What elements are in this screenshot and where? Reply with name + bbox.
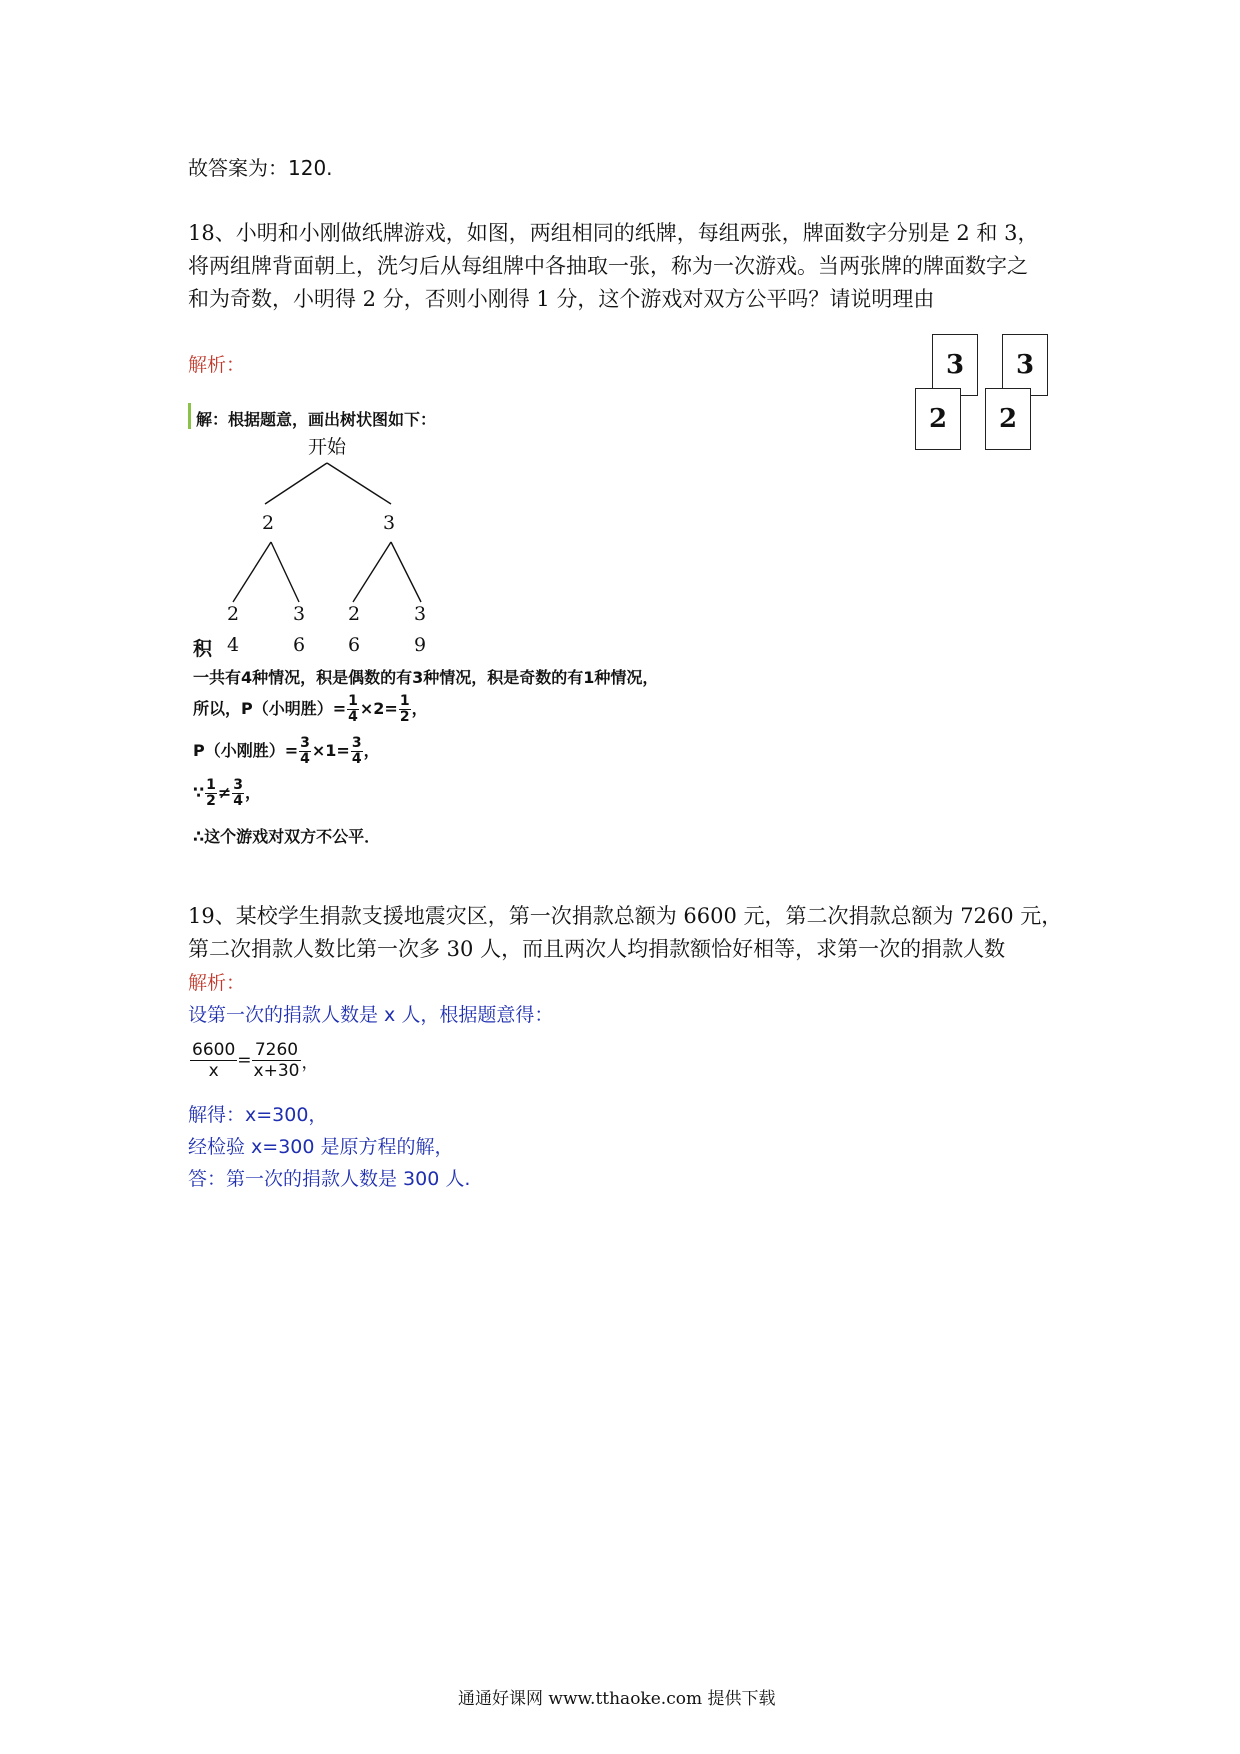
tree-l2-a: 2 <box>227 603 240 625</box>
tree-root: 开始 <box>308 436 347 458</box>
tree-l1-b: 3 <box>383 512 396 534</box>
q19-analysis-label: 解析： <box>188 972 246 994</box>
tree-edge <box>391 542 421 602</box>
q18-analysis-label: 解析： <box>188 354 246 376</box>
tree-edge <box>327 463 391 504</box>
card-front-left: 2 <box>915 388 961 450</box>
tree-edge <box>233 542 271 602</box>
tree-l2-c: 2 <box>348 603 361 625</box>
card-back-left: 3 <box>932 334 978 396</box>
q18-line-1: 18、小明和小刚做纸牌游戏，如图，两组相同的纸牌，每组两张，牌面数字分别是 2 和 3， <box>188 221 1039 245</box>
tree-l2-b: 3 <box>293 603 306 625</box>
previous-answer: 故答案为：120. <box>188 156 333 180</box>
tree-edge <box>265 463 327 504</box>
solution-marker <box>188 403 191 429</box>
q19-line-1: 19、某校学生捐款支援地震灾区，第一次捐款总额为 6600 元，第二次捐款总额为 7260 元， <box>188 904 1063 928</box>
q19-line-2: 第二次捐款人数比第一次多 30 人，而且两次人均捐款额恰好相等，求第一次的捐款人数 <box>188 937 1006 961</box>
q18-line-3: 和为奇数，小明得 2 分，否则小刚得 1 分，这个游戏对双方公平吗？请说明理由 <box>188 287 935 311</box>
q19-check: 经检验 x=300 是原方程的解， <box>188 1136 454 1158</box>
footer-text: 通通好课网 www.tthaoke.com 提供下载 <box>458 1689 776 1709</box>
q18-line-2: 将两组牌背面朝上，洗匀后从每组牌中各抽取一张，称为一次游戏。当两张牌的牌面数字之 <box>188 254 1028 278</box>
tree-edge <box>353 542 391 602</box>
card-front-right: 2 <box>985 388 1031 450</box>
q19-equation: $\frac{6600}{x}$ = $\frac{7260}{x+30}$ ， <box>192 1040 319 1081</box>
probability-xiaogang: P（小刚胜）= $\frac{3}{4}$ ×1= $\frac{3}{4}$ ， <box>193 735 380 767</box>
product-2: 6 <box>293 634 306 656</box>
product-label: 积 <box>193 638 213 660</box>
q19-answer: 答：第一次的捐款人数是 300 人. <box>188 1168 471 1190</box>
tree-edge <box>271 542 299 602</box>
solution-intro: 解：根据题意，画出树状图如下： <box>196 410 437 429</box>
tree-diagram <box>190 430 450 665</box>
solution-summary: 一共有4种情况，积是偶数的有3种情况，积是奇数的有1种情况， <box>193 668 659 687</box>
conclusion: ∴这个游戏对双方不公平． <box>193 827 381 846</box>
q19-setup: 设第一次的捐款人数是 x 人，根据题意得： <box>188 1004 554 1026</box>
product-3: 6 <box>348 634 361 656</box>
because-line: ∵ $\frac{1}{2}$ ≠ $\frac{3}{4}$ ， <box>193 777 262 809</box>
card-back-right: 3 <box>1002 334 1048 396</box>
tree-l2-d: 3 <box>414 603 427 625</box>
probability-xiaoming: 所以，P（小明胜）= $\frac{1}{4}$ ×2= $\frac{1}{2}$ ， <box>193 693 428 725</box>
product-4: 9 <box>414 634 427 656</box>
product-1: 4 <box>227 634 240 656</box>
q19-solve: 解得：x=300， <box>188 1104 328 1126</box>
tree-l1-a: 2 <box>262 512 275 534</box>
